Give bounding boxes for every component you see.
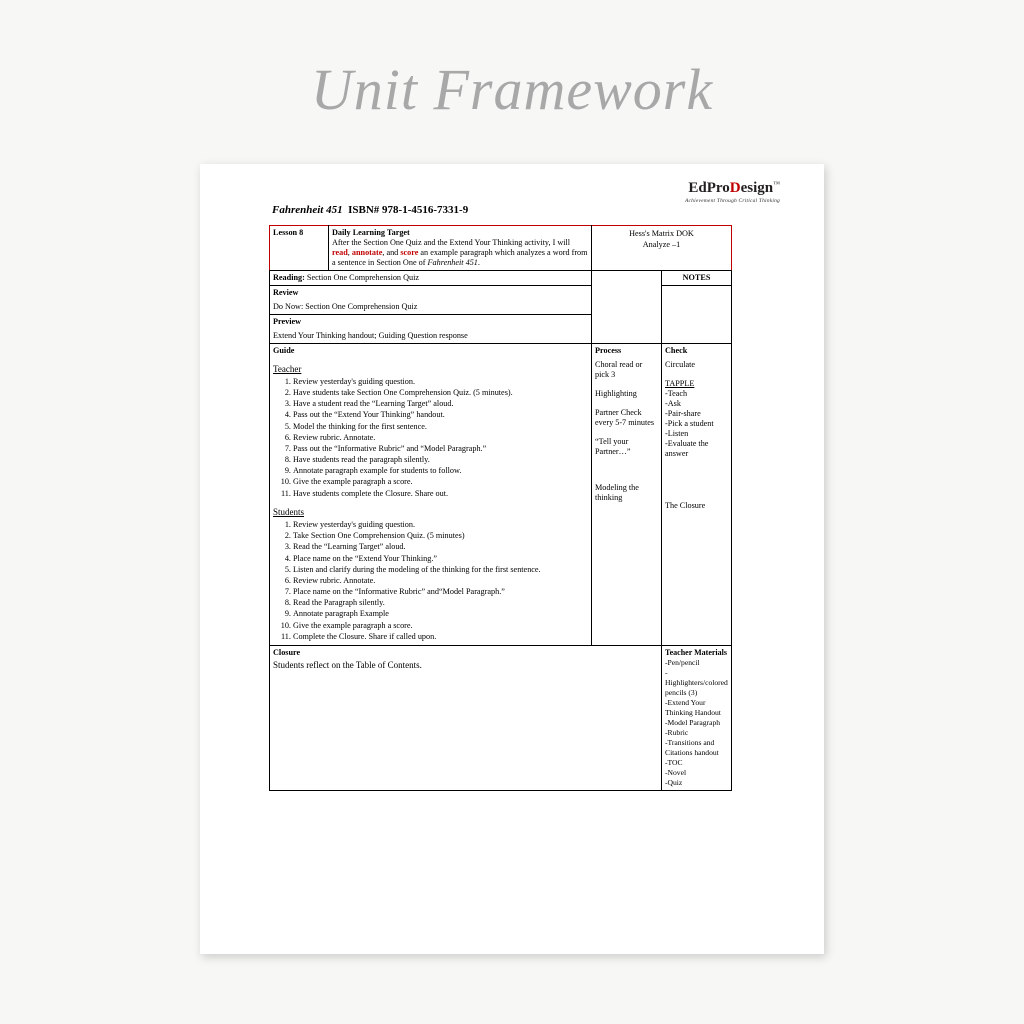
blank-cell-b	[592, 300, 662, 315]
students-label: Students	[273, 507, 305, 518]
learning-target-cell	[329, 226, 592, 271]
lesson-label: Lesson 8	[270, 226, 329, 271]
page-title: Unit Framework	[310, 57, 714, 122]
learning-target-text	[332, 238, 588, 268]
teacher-steps-list	[273, 377, 588, 499]
list-item: 8. Have students read the paragraph silently.	[293, 455, 588, 466]
list-item: 9. Annotate paragraph example for students to follow.	[293, 466, 588, 477]
review-label: Review	[270, 286, 592, 301]
review-value-row	[270, 300, 732, 315]
list-item: 1. Review yesterday's guiding question.	[293, 520, 588, 531]
preview-row	[270, 315, 732, 330]
list-item: 3. Have a student read the “Learning Target” aloud.	[293, 399, 588, 410]
tapple-item: -Pick a student	[665, 419, 714, 428]
list-item: 7. Place name on the “Informative Rubric” and“Model Paragraph.”	[293, 587, 588, 598]
list-item: 4. Place name on the “Extend Your Thinking.”	[293, 554, 588, 565]
reading-value: Section One Comprehension Quiz	[306, 273, 419, 282]
list-item: 6. Review rubric. Annotate.	[293, 576, 588, 587]
blank-cell-a	[592, 286, 662, 301]
list-item: -Pen/pencil	[665, 657, 700, 667]
target-verb-read: read	[332, 248, 348, 257]
target-text-2: an example paragraph which analyzes a word from a sentence in Section One of	[332, 248, 588, 267]
list-item: 2. Have students take Section One Comprehension Quiz. (5 minutes).	[293, 388, 588, 399]
notes-label: NOTES	[662, 271, 732, 286]
notes-spacer	[592, 271, 662, 286]
reading-label: Reading:	[273, 273, 305, 282]
process-item: Partner Check every 5-7 minutes	[595, 408, 655, 427]
process-cell	[592, 358, 662, 645]
tapple-item: -Pair-share	[665, 409, 701, 418]
lesson-header-row	[270, 226, 732, 271]
closure-label: Closure	[273, 647, 301, 657]
preview-value-row	[270, 329, 732, 344]
list-item: 4. Pass out the “Extend Your Thinking” handout.	[293, 410, 588, 421]
notes-body-d	[662, 329, 732, 344]
process-item: Choral read or pick 3	[595, 360, 643, 379]
book-reference	[272, 204, 468, 216]
tapple-label: TAPPLE	[665, 379, 695, 388]
review-row	[270, 286, 732, 301]
check-first: Circulate	[665, 360, 696, 369]
learning-target-heading: Daily Learning Target	[332, 228, 410, 237]
process-item: Highlighting	[595, 389, 637, 398]
list-item: -Novel	[665, 767, 687, 777]
main-body-row	[270, 358, 732, 645]
list-item: 8. Read the Paragraph silently.	[293, 598, 588, 609]
target-verb-score: score	[400, 248, 419, 257]
brand-logo	[685, 180, 780, 204]
brand-name-part3: esign	[740, 180, 774, 196]
tapple-item: -Teach	[665, 389, 688, 398]
preview-label: Preview	[270, 315, 592, 330]
book-isbn: ISBN# 978-1-4516-7331-9	[348, 204, 469, 216]
process-item: Modeling the thinking	[595, 483, 639, 502]
list-item: 10. Give the example paragraph a score.	[293, 621, 588, 632]
closure-row	[270, 645, 732, 790]
list-item: -Highlighters/colored pencils (3)	[665, 667, 728, 697]
list-item: 10. Give the example paragraph a score.	[293, 477, 588, 488]
target-verb-annotate: annotate	[351, 248, 383, 257]
closure-text: Students reflect on the Table of Contents.	[273, 659, 422, 670]
list-item: 11. Have students complete the Closure. Share out.	[293, 489, 588, 500]
target-sep-1: ,	[347, 248, 352, 257]
student-steps-list	[273, 520, 588, 642]
dok-cell	[592, 226, 732, 271]
notes-body-b	[662, 300, 732, 315]
list-item: -Extend Your Thinking Handout	[665, 697, 721, 717]
target-text-1: After the Section One Quiz and the Extend Your Thinking activity, I will	[332, 238, 571, 247]
check-last: The Closure	[665, 501, 706, 510]
col-check: Check	[662, 344, 732, 359]
target-end: .	[477, 258, 480, 267]
tapple-item: -Listen	[665, 429, 689, 438]
brand-name	[685, 180, 780, 197]
materials-list	[665, 658, 728, 788]
target-sep-2: , and	[382, 248, 401, 257]
list-item: 2. Take Section One Comprehension Quiz. (5 minutes)	[293, 531, 588, 542]
notes-body-a	[662, 286, 732, 301]
materials-heading: Teacher Materials	[665, 647, 727, 657]
brand-name-part2: D	[729, 180, 741, 196]
materials-cell	[662, 645, 732, 790]
list-item: 9. Annotate paragraph Example	[293, 609, 588, 620]
target-book-title: Fahrenheit 451	[427, 258, 478, 267]
review-value: Do Now: Section One Comprehension Quiz	[270, 300, 592, 315]
reading-row	[270, 271, 732, 286]
list-item: 5. Listen and clarify during the modeling of the thinking for the first sentence.	[293, 565, 588, 576]
list-item: 7. Pass out the “Informative Rubric” and “Model Paragraph.”	[293, 444, 588, 455]
guide-cell	[270, 358, 592, 645]
list-item: 11. Complete the Closure. Share if called upon.	[293, 632, 588, 643]
lesson-plan-table	[269, 225, 728, 791]
trademark-icon: ™	[773, 180, 780, 188]
brand-name-part1: EdPro	[688, 180, 730, 196]
notes-body-c	[662, 315, 732, 330]
check-cell	[662, 358, 732, 645]
closure-cell	[270, 645, 662, 790]
list-item: 5. Model the thinking for the first sentence.	[293, 422, 588, 433]
document-sheet	[200, 164, 824, 954]
book-title: Fahrenheit 451	[272, 204, 343, 216]
tapple-item: -Evaluate the answer	[665, 439, 709, 458]
list-item: -Rubric	[665, 727, 689, 737]
col-process: Process	[592, 344, 662, 359]
list-item: 1. Review yesterday's guiding question.	[293, 377, 588, 388]
teacher-label: Teacher	[273, 364, 302, 374]
dok-line-1: Hess's Matrix DOK	[629, 229, 694, 238]
list-item: 6. Review rubric. Annotate.	[293, 433, 588, 444]
list-item: -Model Paragraph	[665, 717, 721, 727]
list-item: 3. Read the “Learning Target” aloud.	[293, 542, 588, 553]
list-item: -TOC	[665, 757, 683, 767]
dok-line-2: Analyze –1	[642, 240, 681, 249]
list-item: -Quiz	[665, 777, 683, 787]
blank-cell-c	[592, 315, 662, 330]
process-item: “Tell your Partner…”	[595, 437, 631, 456]
columns-header-row	[270, 344, 732, 359]
list-item: -Transitions and Citations handout	[665, 737, 719, 757]
brand-tagline: Achievement Through Critical Thinking	[684, 198, 780, 204]
tapple-item: -Ask	[665, 399, 681, 408]
reading-cell	[270, 271, 592, 286]
preview-value: Extend Your Thinking handout; Guiding Question response	[270, 329, 592, 344]
col-guide: Guide	[270, 344, 592, 359]
blank-cell-d	[592, 329, 662, 344]
